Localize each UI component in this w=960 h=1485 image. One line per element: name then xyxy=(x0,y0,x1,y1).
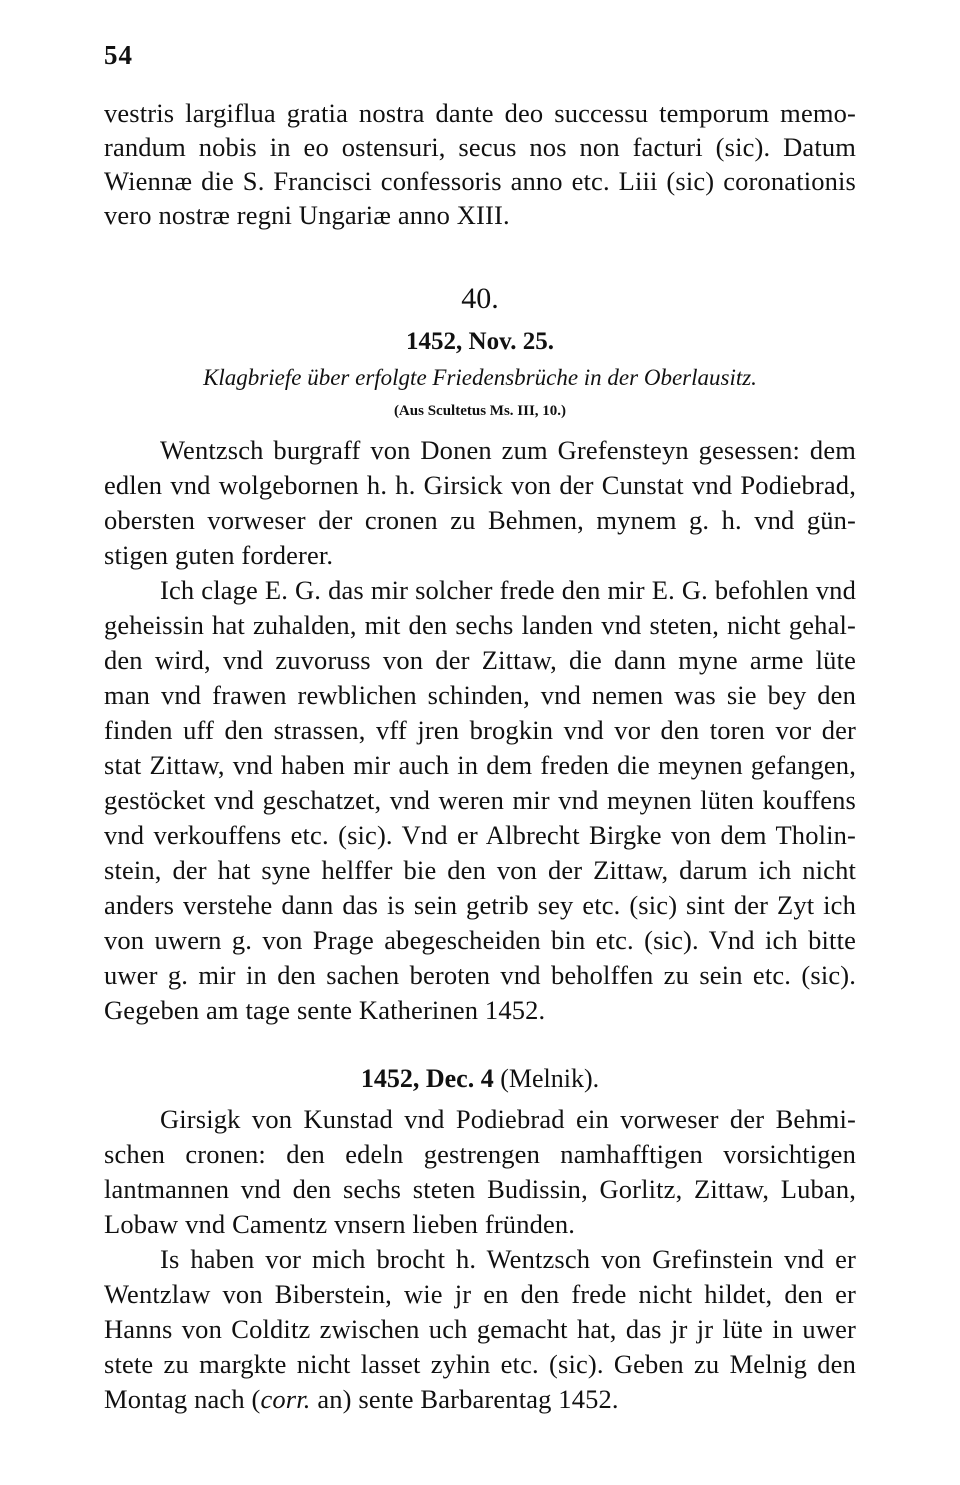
last-line-end: an) sente Barbarentag 1452. xyxy=(310,1384,619,1414)
second-letter-date-bold: 1452, Dec. 4 xyxy=(360,1064,494,1093)
text-line: Wentzlaw von Biberstein, wie jr en den frede nicht hildet, den er xyxy=(104,1279,856,1309)
text-line: Is haben vor mich brocht h. Wentzsch von Grefinstein vnd er xyxy=(160,1244,856,1274)
second-letter-date xyxy=(104,1062,856,1096)
text-line: man vnd frawen rewblichen schinden, vnd nemen was sie bey den xyxy=(104,680,856,710)
text-line: gestöcket vnd geschatzet, vnd weren mir vnd meynen lüten kouffens xyxy=(104,785,856,815)
text-line: anders verstehe dann das is sein getrib sey etc. (sic) sint der Zyt ich xyxy=(104,890,856,920)
page-number: 54 xyxy=(104,40,133,70)
text-line: stete zu margkte nicht lasset zyhin etc. (sic). Geben zu Melnig den xyxy=(104,1349,856,1379)
text-line: finden uff den strassen, vff jren brogkin vnd vor den toren vor der xyxy=(104,715,856,745)
text-line: stat Zittaw, vnd haben mir auch in dem freden die meynen gefangen, xyxy=(104,750,856,780)
text-line: stein, der hat syne helffer bie den von der Zittaw, darum ich nicht xyxy=(104,855,856,885)
last-line-start: Montag nach ( xyxy=(104,1384,261,1414)
second-letter-place: (Melnik). xyxy=(500,1064,600,1093)
document-summary: Klagbriefe über erfolgte Friedensbrüche in der Oberlausitz. xyxy=(203,365,757,390)
text-line: den wird, vnd zuvoruss von der Zittaw, die dann myne arme lüte xyxy=(104,645,856,675)
text-line: Wentzsch burgraff von Donen zum Grefensteyn gesessen: dem xyxy=(160,435,856,465)
text-line: stigen guten forderer. xyxy=(104,540,334,570)
document-date: 1452, Nov. 25. xyxy=(406,328,554,355)
text-line-last xyxy=(104,1382,856,1416)
text-line: geheissin hat zuhalden, mit den sechs landen vnd steten, nicht gehal- xyxy=(104,610,856,640)
text-line: lantmannen vnd den sechs steten Budissin, Gorlitz, Zittaw, Luban, xyxy=(104,1174,856,1204)
last-line-italic: corr. xyxy=(260,1384,311,1414)
text-line: vnd verkouffens etc. (sic). Vnd er Albrecht Birgke von dem Tholin- xyxy=(104,820,856,850)
text-line: Girsigk von Kunstad vnd Podiebrad ein vorweser der Behmi- xyxy=(160,1104,856,1134)
text-line: uwer g. mir in den sachen beroten vnd beholffen zu sein etc. (sic). xyxy=(104,960,856,990)
text-line: von uwern g. von Prage abegescheiden bin etc. (sic). Vnd ich bitte xyxy=(104,925,856,955)
text-line: obersten vorweser der cronen zu Behmen, mynem g. h. vnd gün- xyxy=(104,505,856,535)
text-line: vestris largiflua gratia nostra dante deo successu temporum memo- xyxy=(104,98,856,128)
text-line: schen cronen: den edeln gestrengen namhafftigen vorsichtigen xyxy=(104,1139,856,1169)
text-line: edlen vnd wolgebornen h. h. Girsick von der Cunstat vnd Podiebrad, xyxy=(104,470,856,500)
text-line: Ich clage E. G. das mir solcher frede den mir E. G. befohlen vnd xyxy=(160,575,856,605)
text-line: Wiennæ die S. Francisci confessoris anno etc. Liii (sic) coronationis xyxy=(104,166,856,196)
text-line: Lobaw vnd Camentz vnsern lieben fründen. xyxy=(104,1209,576,1239)
text-line: vero nostræ regni Ungariæ anno XIII. xyxy=(104,200,510,230)
text-line: randum nobis in eo ostensuri, secus nos non facturi (sic). Datum xyxy=(104,132,856,162)
text-line: Gegeben am tage sente Katherinen 1452. xyxy=(104,995,546,1025)
document-number: 40. xyxy=(461,282,499,315)
document-source: (Aus Scultetus Ms. III, 10.) xyxy=(393,403,567,419)
text-line: Hanns von Colditz zwischen uch gemacht hat, das jr jr lüte in uwer xyxy=(104,1314,856,1344)
